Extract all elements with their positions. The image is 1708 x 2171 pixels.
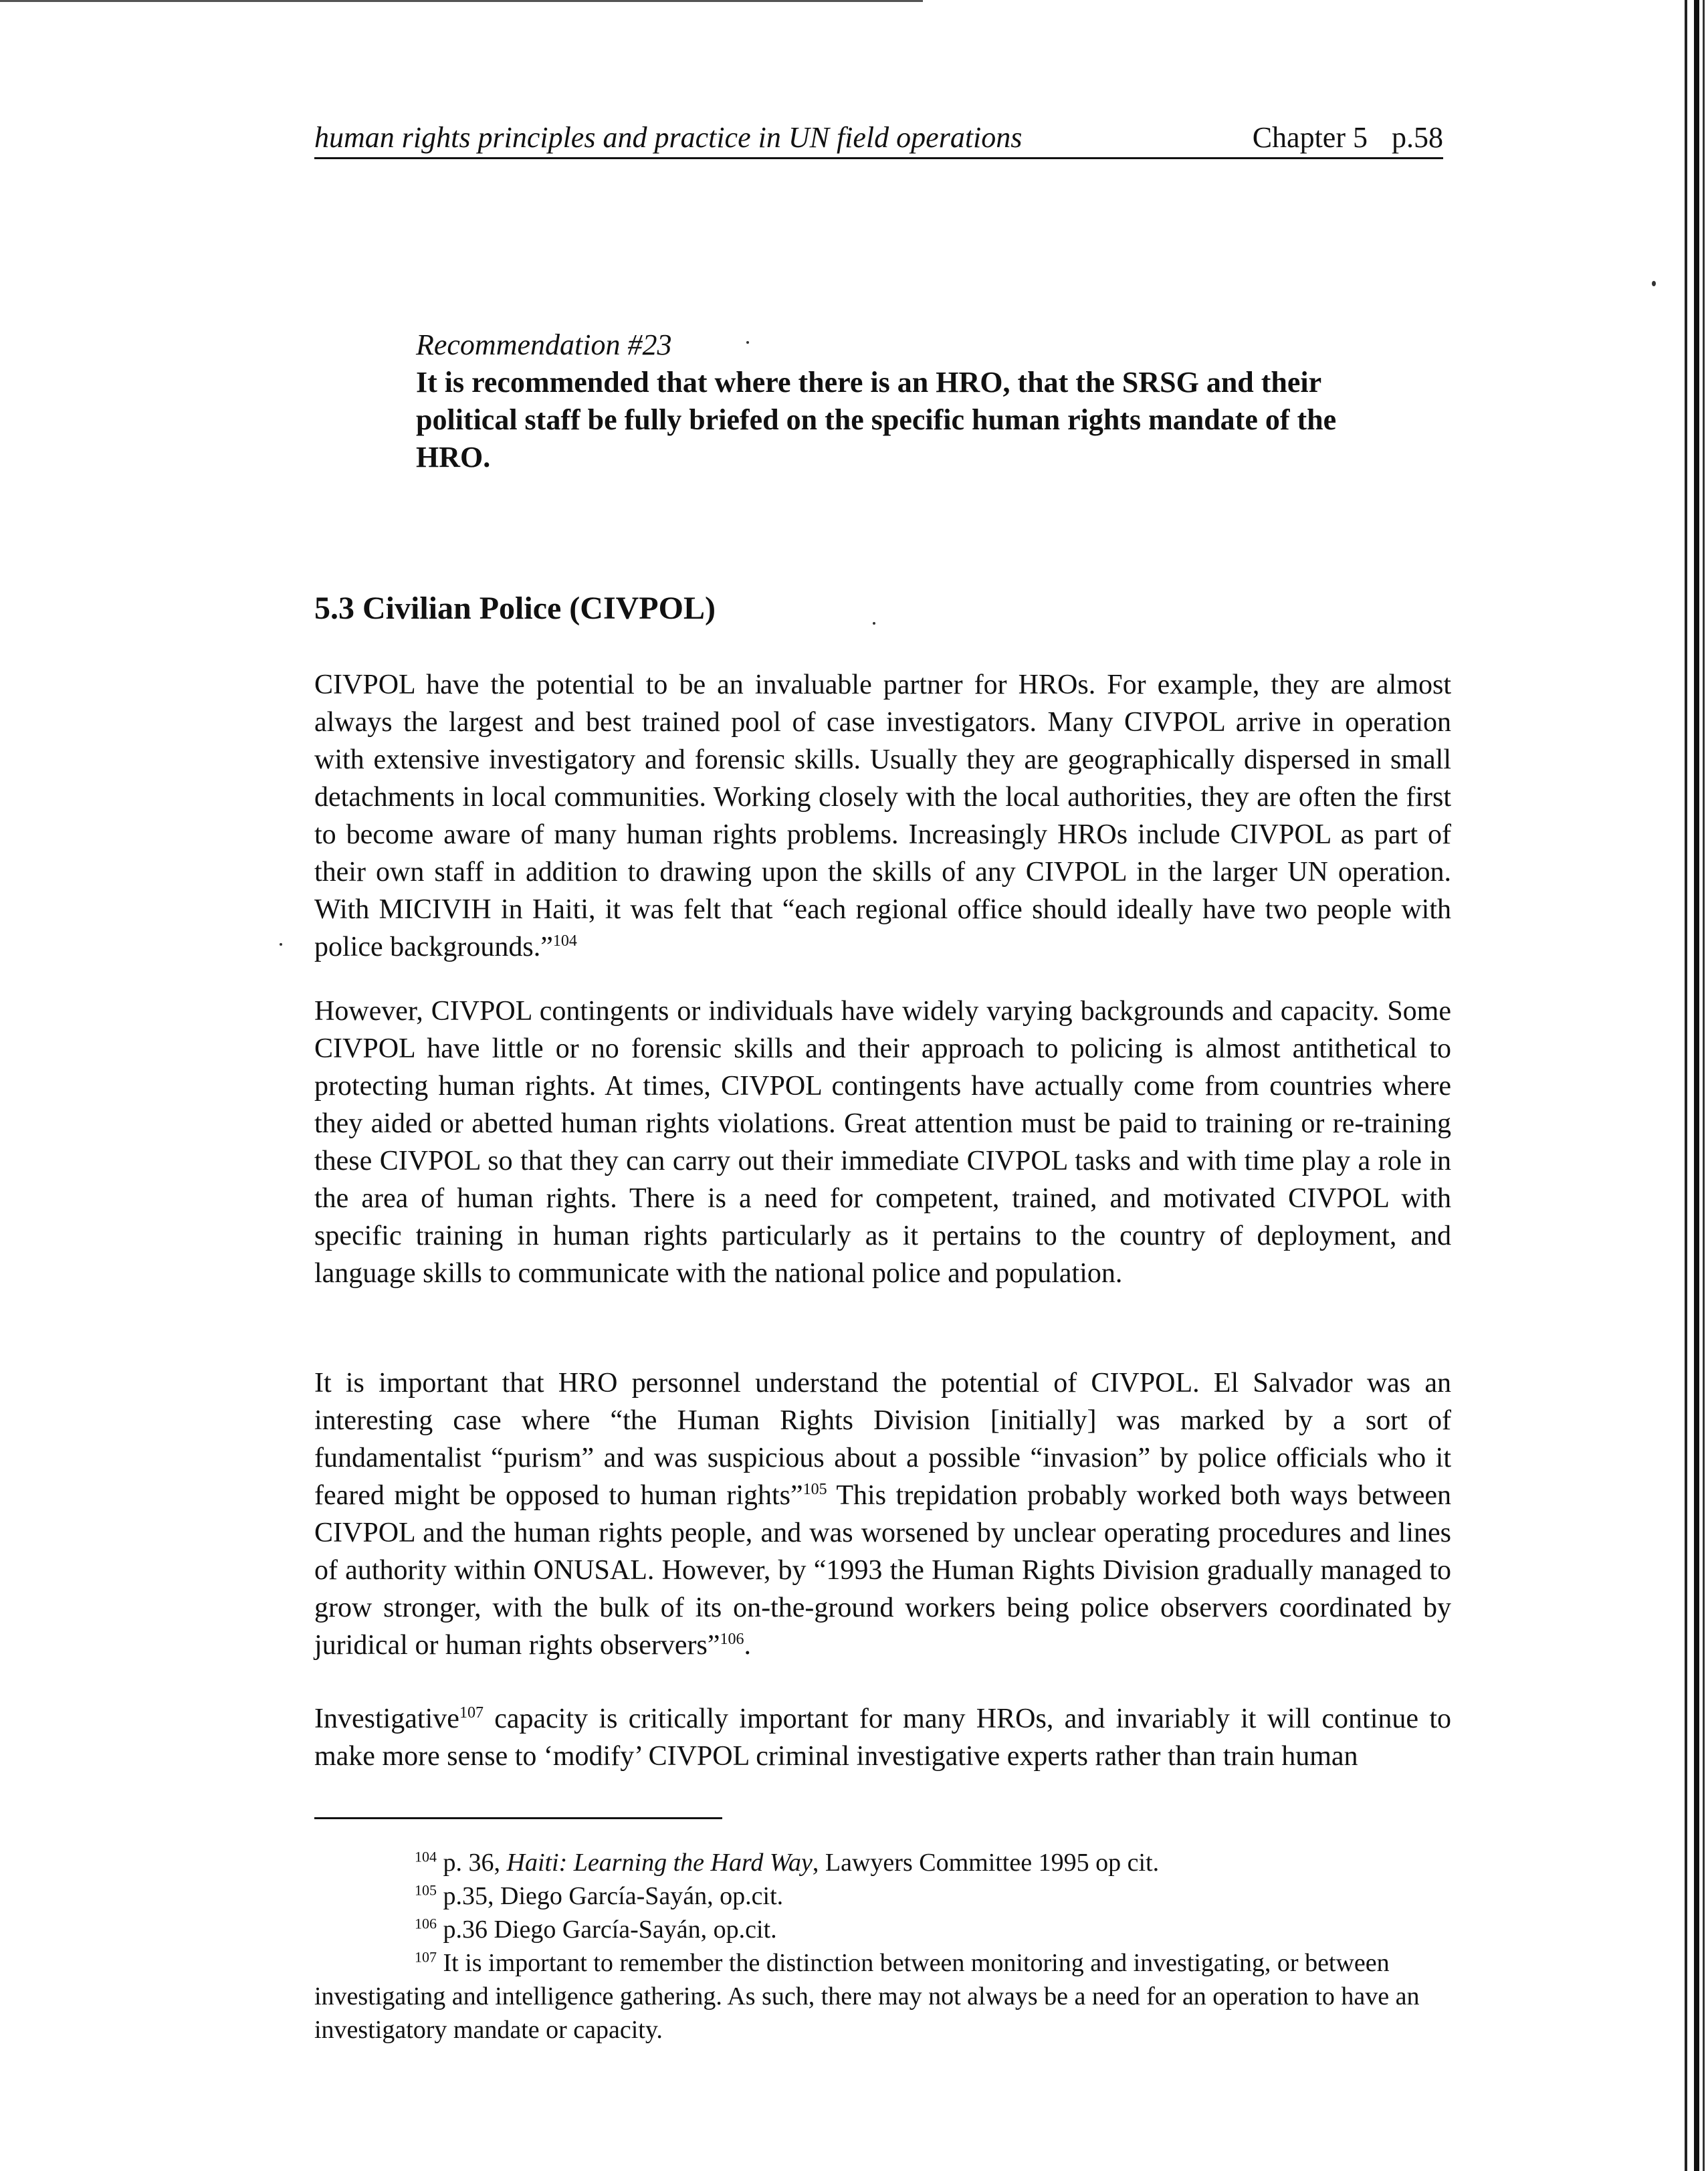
footnote-text: It is important to remember the distinction between monitoring and investigating, or between investigating and intelligence gathering. As such, there may not always be a need for an operation to have an investigatory mandate or capacity. [314, 1949, 1420, 2044]
paragraph-text: This trepidation probably worked both ways between CIVPOL and the human rights people, and was worsened by unclear operating procedures and lines of authority within ONUSAL. However, by “1993 the Human Rights Division gradually managed to grow stronger, with the bulk of its on-the-ground workers being police observers coordinated by juridical or human rights observers” [314, 1480, 1452, 1661]
header-rule [314, 157, 1443, 159]
paragraph-text: capacity is critically important for many HROs, and invariably it will continue to make more sense to ‘modify’ CIVPOL criminal investigative experts rather than train human [314, 1703, 1451, 1772]
footnote-ref: 107 [459, 1704, 484, 1722]
scan-right-edge [1694, 0, 1699, 2171]
footnote [314, 1946, 1451, 2047]
footnote-text: , Lawyers Committee 1995 op cit. [812, 1849, 1160, 1877]
running-header [314, 120, 1443, 161]
recommendation-text: It is recommended that where there is an HRO, that the SRSG and their political staff be fully briefed on the specific human rights mandate of the HRO. [416, 366, 1337, 474]
header-chapter: Chapter 5 [1252, 121, 1368, 154]
footnote-text: p.36 Diego García-Sayán, op.cit. [437, 1916, 777, 1944]
header-title: human rights principles and practice in UN field operations [314, 121, 1023, 154]
paragraph-text: Investigative [314, 1703, 459, 1734]
footnote [314, 1913, 1451, 1946]
scan-top-edge [0, 0, 923, 2]
footnote-number: 106 [415, 1915, 437, 1932]
recommendation-label: Recommendation #23 [416, 328, 672, 361]
footnote-number: 105 [415, 1881, 437, 1899]
footnotes [314, 1846, 1451, 2047]
body-paragraph [314, 1700, 1451, 1775]
footnote-number: 107 [415, 1948, 437, 1966]
footnote-number: 104 [415, 1848, 437, 1865]
footnote [314, 1879, 1451, 1913]
paragraph-text: It is important that HRO personnel understand the potential of CIVPOL. El Salvador was an interesting case where “the Human Rights Division [initially] was marked by a sort of fundamentalist “purism” and was suspicious about a possible “invasion” by police officials who it feared might be opposed to human rights” [314, 1368, 1451, 1511]
body-paragraph [314, 1364, 1451, 1664]
paragraph-text: CIVPOL have the potential to be an invaluable partner for HROs. For example, they are almost always the largest and best trained pool of case investigators. Many CIVPOL arrive in operation with extensive investigatory and forensic skills. Usually they are geographically dispersed in small detachments in local communities. Working closely with the local authorities, they are often the first to become aware of many human rights problems. Increasingly HROs include CIVPOL as part of their own staff in addition to drawing upon the skills of any CIVPOL in the larger UN operation. With MICIVIH in Haiti, it was felt that “each regional office should ideally have two people with police backgrounds.” [314, 669, 1451, 962]
scan-right-edge [1703, 0, 1705, 2171]
section-heading: 5.3 Civilian Police (CIVPOL) [314, 591, 716, 626]
footnote-ref: 105 [803, 1481, 827, 1498]
footnote-ref: 104 [552, 932, 577, 950]
paragraph-text: . [744, 1630, 751, 1661]
header-chapter-page [1253, 120, 1443, 155]
recommendation-block [416, 326, 1352, 476]
scan-right-edge [1685, 0, 1687, 2171]
scan-speck [873, 622, 875, 625]
footnote-text: p. 36, [437, 1849, 507, 1877]
footnote-title: Haiti: Learning the Hard Way [506, 1849, 813, 1877]
scan-speck [1652, 281, 1656, 286]
scan-speck [280, 943, 282, 946]
body-paragraph: However, CIVPOL contingents or individuals have widely varying backgrounds and capacity. Some CIVPOL have little or no forensic skills and their approach to policing is almost antithetical to protecting human rights. At times, CIVPOL contingents have actually come from countries where they aided or abetted human rights violations. Great attention must be paid to training or re-training these CIVPOL so that they can carry out their immediate CIVPOL tasks and with time play a role in the area of human rights. There is a need for competent, trained, and motivated CIVPOL with specific training in human rights particularly as it pertains to the country of deployment, and language skills to communicate with the national police and population. [314, 996, 1451, 1289]
footnote-text: p.35, Diego García-Sayán, op.cit. [437, 1882, 784, 1910]
header-page-number: p.58 [1392, 121, 1443, 154]
footnote-ref: 106 [720, 1631, 744, 1648]
footnote [314, 1846, 1451, 1879]
body-paragraph [314, 666, 1451, 966]
footnote-separator [314, 1817, 722, 1819]
